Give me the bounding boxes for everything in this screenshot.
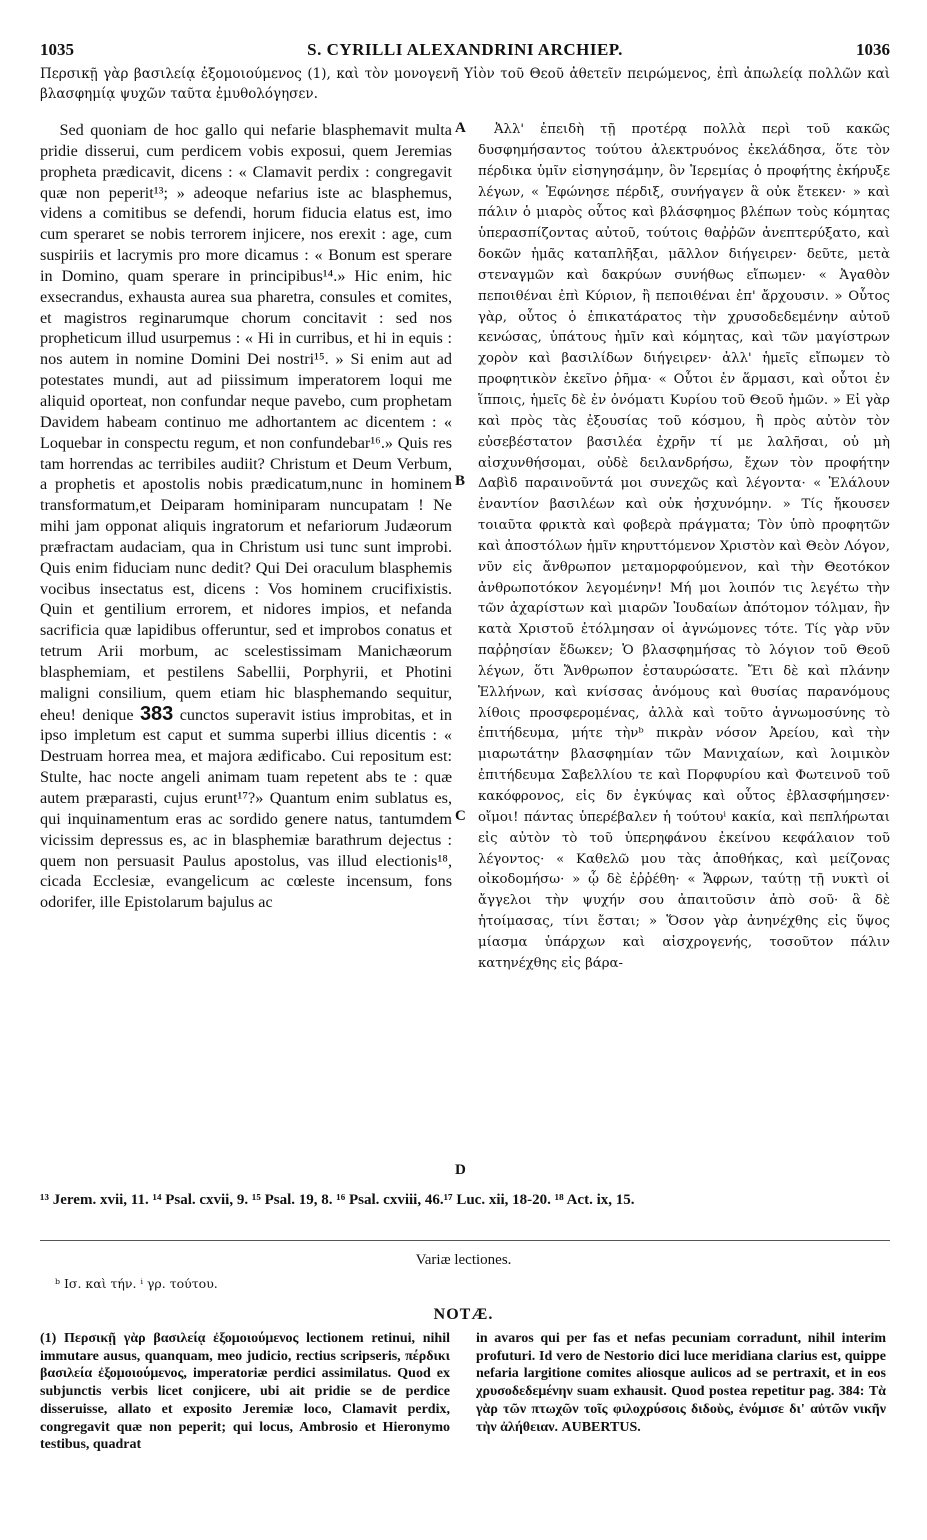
- intro-greek-line: Περσικῇ γὰρ βασιλείᾳ ἐξομοιούμενος (1), καὶ τὸν μονογενῆ Υἱὸν τοῦ Θεοῦ ἀθετεῖν πειρώμενος, ἐπὶ ἀπωλείᾳ πολλῶν καὶ βλασφημίᾳ ψυχῶν ταῦτα ἐμυθολόγησεν.: [40, 66, 890, 102]
- section-marker-c: C: [455, 808, 466, 824]
- footnotes: ¹³ Jerem. xvii, 11. ¹⁴ Psal. cxvii, 9. ¹⁵ Psal. 19, 8. ¹⁶ Psal. cxviii, 46.¹⁷ Luc. xii, 18-20. ¹⁸ Act. ix, 15.: [40, 1192, 635, 1208]
- variae-title: Variæ lectiones.: [415, 1252, 512, 1268]
- main-columns: [40, 120, 890, 1200]
- note-left-column: (1) Περσικῇ γὰρ βασιλείᾳ ἐξομοιούμενος lectionem retinui, nihil immutare ausus, quanquam, meo judicio, rectius scripseris, πέρδικι βασιλεία ἐξομοιούμενος, imperatoriæ perdici assimilatus. Quod ex subjunctis verbis licet conjicere, ubi ait pridie se de perdice disseruisse, allato et exposito Jeremiæ loco, Clamavit perdix, congregavit quæ non peperit; qui locus, Ambrosio et Hieronymo testibus, quadrat: [40, 1331, 450, 1453]
- running-title: S. CYRILLI ALEXANDRINI ARCHIEP.: [307, 40, 623, 59]
- greek-text: Ἀλλ' ἐπειδὴ τῇ προτέρᾳ πολλὰ περὶ τοῦ κακῶς δυσφημήσαντος τούτου ἀλεκτρυόνος ἐκελάδησα, ὅτε τὸν πέρδικα ὑμῖν εἰσηγησάμην, ὃν Ἱερεμίας ὁ προφήτης ἐκήρυξε λέγων, « Ἐφώνησε πέρδιξ, συνήγαγεν ἃ οὐκ ἔτεκεν· » καὶ πάλιν ὁ μιαρὸς οὗτος καὶ βλάσφημος βλέπων τοὺς κόμητας ὑπερασπίζοντας αὐτοῦ, τούτοις θαῤῥῶν ἀνεπτερύξατο, καὶ δοκῶν ἡμᾶς καταπλῆξαι, μᾶλλον διήγειρεν· δεῦτε, μετὰ στεναγμῶν καὶ δακρύων συνήθως εἴπωμεν· « Ἀγαθὸν πεποιθέναι ἐπὶ Κύριον, ἢ πεποιθέναι ἐπ' ἄρχουσιν. » Οὗτος γὰρ, οὗτος ὁ ἐπικατάρατος τὴν χρυσοδεδεμένην αὐτοῦ κενώσας, ὑπάτους ἡμῖν καὶ κόμητας, καὶ τῶν μαγίστρων χορὸν καὶ βασιλίδων διήγειρεν· ἀλλ' ἡμεῖς εἴπωμεν τὸ προφητικὸν ἐκεῖνο ῥῆμα· « Οὗτοι ἐν ἅρμασι, καὶ οὗτοι ἐν ἵπποις, ἡμεῖς δὲ ἐν ὀνόματι Κυρίου τοῦ Θεοῦ ἡμῶν. » Εἰ γὰρ καὶ πρὸς τὰς ἐξουσίας τοῦ κόσμου, ἢ πρὸς αὐτὸν τὸν εὐσεβέστατον βασιλέα ἐχρῆν τί με λαλῆσαι, οὐ μὴ αἰσχυνθήσομαι, οὐδὲ δειλανδρήσω, ἔχων τὸν προφήτην Δαβὶδ παραινοῦντά μοι συνεχῶς καὶ λέγοντα· « Ἐλάλουν ἐναντίον βασιλέων καὶ οὐκ ἠσχυνόμην. » Τίς ἤκουσεν τοιαῦτα φρικτὰ καὶ φοβερὰ πράγματα; Τὸν ὑπὸ προφητῶν καὶ ἀποστόλων ἡμῖν κηρυττόμενον Χριστὸν καὶ Θεὸν Λόγον, νῦν εἰς ἄνθρωπον μεταμορφούμενον, καὶ τὴν Θεοτόκον ἀνθρωποτόκον λεγομένην! Μή μοι λοιπόν τις λεγέτω τὴν τῶν ἀχαρίστων καὶ μιαρῶν Ἰουδαίων ἀπότομον τόλμαν, ἣν κατὰ Χριστοῦ ἐτόλμησαν οἱ ἀγνώμονες τότε. Τίς γὰρ νῦν παῤῥησίαν ἔδωκεν; Ὁ βλασφημήσας τὸ λόγιον τοῦ Θεοῦ λέγων, ὅτι Ἄνθρωπον ἐσταυρώσατε. Ἔτι δὲ καὶ πλάνην Ἑλλήνων, καὶ κνίσσας ἀνόμους καὶ θυσίας παρανόμους λίθοις προσφερομένας, ἀλλὰ καὶ τοῦτο ἀγνωμοσύνης τὸ ἐπιτήδευμα, μήτε τὴνᵇ πικρὰν νόσον Ἀρείου, καὶ τὴν μιαρωτάτην βλασφημίαν τῶν Μανιχαίων, καὶ λοιμικὸν ἐπιτήδευμα Σαβελλίου τε καὶ Πορφυρίου καὶ Φωτεινοῦ τοῦ κακόφρονος, εἰς δν ἐγκύψας καὶ οὗτος ἐβλασφήμησεν· οἴμοι! πάντας ὑπερέβαλεν ἡ τούτουⁱ κακία, καὶ πεπλήρωται εἰς αὐτὸν τὸ τοῦ ὑπερηφάνου ἐκείνου κεφάλαιον τοῦ λέγοντος· « Καθελῶ μου τὰς ἀποθήκας, καὶ μείζονας οἰκοδομήσω· » ᾧ δὲ ἐῤῥέθη· « Ἄφρων, ταύτῃ τῇ νυκτὶ οἱ ἄγγελοι τὴν ψυχήν σου ἀπαιτοῦσιν ἀπὸ σοῦ· ἃ δὲ ἡτοίμασας, τίνι ἔσται; » Ὅσον γὰρ ἀνηνέχθης εἰς ὕψος μίασμα ὑπάρχων καὶ αἰσχρογενής, τοσοῦτον πάλιν κατηνέχθης εἰς βάρα-: [478, 122, 890, 971]
- greek-column: [478, 120, 890, 975]
- section-marker-b: B: [455, 473, 466, 489]
- column-number-right: 1036: [856, 40, 890, 59]
- latin-column: [40, 120, 452, 913]
- section-marker-d: D: [455, 1162, 466, 1178]
- variae-lectiones: ᵇ Ισ. καὶ τήν. ⁱ γρ. τούτου.: [55, 1276, 218, 1291]
- running-header: [40, 40, 890, 62]
- latin-text-part2: cunctos superavit istius improbitas, et in ipso impletum est caput et summa superbi illius dicentis : « Destruam horrea mea, et majora ædificabo. Cui repositum est: Stulte, hac nocte angeli animam tuam repetent abs te : quæ autem præparasti, cujus erunt¹⁷?» Quantum enim sublatus es, qui inquinamentum eras ac sordido genere natus, tantumdem vicissim depressus es, ac in blasphemiæ barathrum dejectus : quem non persuasit Paulus apostolus, vas illud electionis¹⁸, cicada Ecclesiæ, evangelicum ac cœleste incensum, fons odorifer, ille Epistolarum bajulus ac: [40, 705, 453, 912]
- latin-text-part1: Sed quoniam de hoc gallo qui nefarie blasphemavit multa pridie disserui, cum perdicem vobis exposui, quem Jeremias propheta prædicavit, dicens : « Clamavit perdix : congregavit quæ non peperit¹³; » adeoque nefarius iste ac blasphemus, videns a comitibus se defendi, horum fiducia elatus est, imo cum speraret se nobis terrorem injicere, nos erexit : age, cum suspiriis et lacrymis pro more dicamus : « Bonum est sperare in Domino, quam sperare in principibus¹⁴.» Hic enim, hic exsecrandus, exhausta aurea sua pharetra, consules et comites, et magistros reginarumque chorum concitavit : sed nos propheticum illud usurpemus : « Hi in curribus, et hi in equis : nos autem in nomine Domini Dei nostri¹⁵. » Si enim aut ad potestates mundi, aut ad piissimum imperatorem loqui me aliquid oporteat, non confundar neque pavebo, cum prophetam Davidem habeam continuo me adhortantem ac dicentem : « Loquebar in conspectu regum, et non confundebar¹⁶.» Quis res tam horrendas ac terribiles audiit? Christum et Deum Verbum, a prophetis et apostolis nobis prædicatum,nunc in hominem transformatum,et Deiparam hominiparam nuncupatam ! Ne mihi jam opponat aliquis ingratorum et nefariorum Judæorum præfractam audaciam, qua in Christum usi tunc sunt improbi. Quis enim fiduciam nunc dedit? Qui Dei oraculum blasphemis vocibus insectatus est, dicens : Vos hominem crucifixistis. Quin et gentilium errorem, et nidores impios, et nefanda sacrificia quæ lapidibus offeruntur, sed et improbos conatus et tetrum Arii morbum, ac scelestissimam Manichæorum blasphemiam, et pestilens Sabellii, Porphyrii, et Photini maligni consilium, quem etiam hic blasphemando sequitur, eheu! denique: [40, 121, 452, 724]
- latin-text: [40, 120, 452, 913]
- notae-title: NOTÆ.: [433, 1306, 494, 1323]
- note-right-column: in avaros qui per fas et nefas pecuniam corradunt, nihil interim profuturi. Id vero de Nestorio dici luce meridiana clarius est, quippe nefaria largitione comites aliosque aulicos ad se pertraxit, et in eos χρυσοδεδεμένην suam exhausit. Quod postea repetitur pag. 384: Τὰ γὰρ τῶν πτωχῶν τοῖς φιλοχρύσοις διδοὺς, ἐνόμισε δι' αὐτῶν νικῆν τὴν ἀλήθειαν. AUBERTUS.: [476, 1331, 886, 1435]
- section-marker-a: A: [455, 120, 466, 136]
- column-number-left: 1035: [40, 40, 74, 59]
- divider: [40, 1240, 890, 1241]
- notes: [40, 1330, 890, 1530]
- page-number-marker: 383: [139, 702, 174, 725]
